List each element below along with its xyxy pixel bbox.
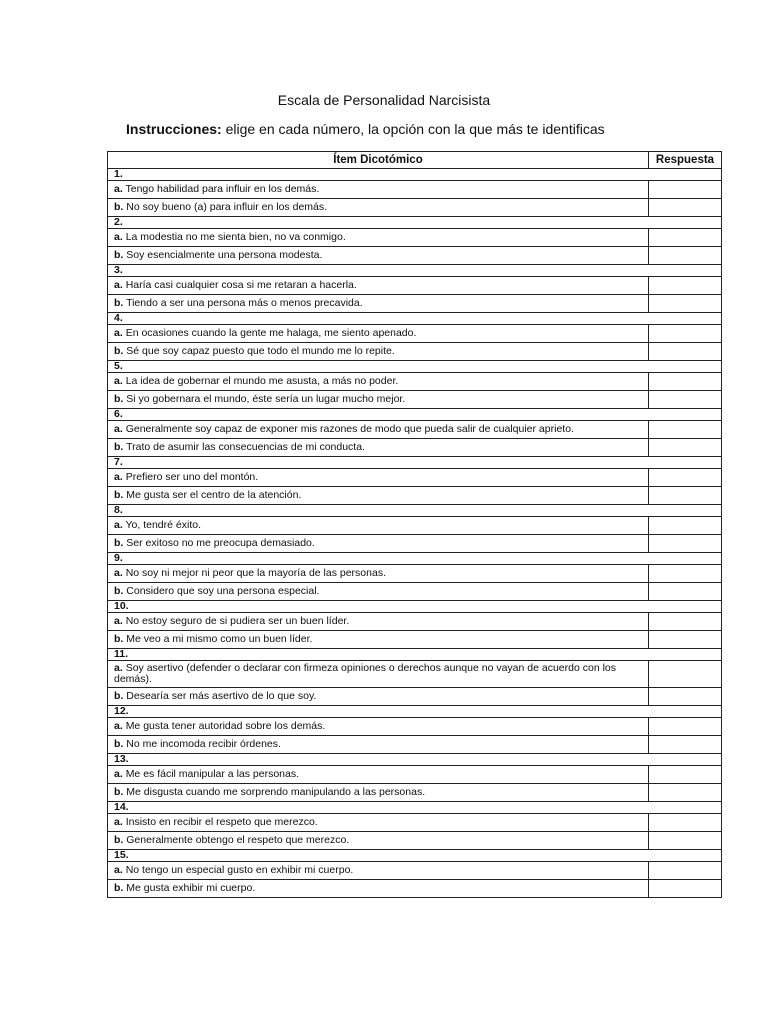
item-number: 9. xyxy=(108,553,722,565)
option-text: Me gusta ser el centro de la atención. xyxy=(126,489,302,501)
option-label: b. xyxy=(114,537,124,549)
item-number-row xyxy=(108,457,722,469)
option-row xyxy=(108,439,722,457)
option-text: Ser exitoso no me preocupa demasiado. xyxy=(126,537,315,549)
option-label: b. xyxy=(114,882,124,894)
option-label: a. xyxy=(114,816,123,828)
option-row xyxy=(108,343,722,361)
option-label: b. xyxy=(114,489,124,501)
option-text: No tengo un especial gusto en exhibir mi cuerpo. xyxy=(125,864,354,876)
item-number-row xyxy=(108,706,722,718)
response-cell[interactable] xyxy=(649,325,722,343)
option-row xyxy=(108,535,722,553)
page-title: Escala de Personalidad Narcisista xyxy=(277,92,491,108)
option-text: Me veo a mi mismo como un buen líder. xyxy=(126,633,313,645)
option-b-text xyxy=(108,631,649,649)
response-cell[interactable] xyxy=(649,517,722,535)
option-label: a. xyxy=(114,231,123,243)
item-number-row xyxy=(108,553,722,565)
option-text: La idea de gobernar el mundo me asusta, a más no poder. xyxy=(125,375,399,387)
option-row xyxy=(108,517,722,535)
option-text: Soy asertivo (defender o declarar con firmeza opiniones o derechos aunque no vayan de acuerdo con los demás). xyxy=(114,662,616,685)
response-cell[interactable] xyxy=(649,487,722,505)
response-cell[interactable] xyxy=(649,784,722,802)
option-a-text xyxy=(108,325,649,343)
option-label: a. xyxy=(114,183,123,195)
option-b-text xyxy=(108,199,649,217)
option-a-text xyxy=(108,862,649,880)
option-a-text xyxy=(108,517,649,535)
option-text: Me es fácil manipular a las personas. xyxy=(125,768,300,780)
option-a-text xyxy=(108,469,649,487)
option-text: Me disgusta cuando me sorprendo manipulando a las personas. xyxy=(126,786,426,798)
option-row xyxy=(108,391,722,409)
option-label: b. xyxy=(114,297,124,309)
option-row xyxy=(108,199,722,217)
instructions xyxy=(126,121,605,137)
response-cell[interactable] xyxy=(649,469,722,487)
item-number: 2. xyxy=(108,217,722,229)
option-a-text xyxy=(108,565,649,583)
option-row xyxy=(108,583,722,601)
item-number-row xyxy=(108,601,722,613)
item-number-row xyxy=(108,169,722,181)
option-row xyxy=(108,487,722,505)
option-a-text xyxy=(108,613,649,631)
option-b-text xyxy=(108,784,649,802)
option-text: Prefiero ser uno del montón. xyxy=(125,471,259,483)
option-text: Tengo habilidad para influir en los demás. xyxy=(125,183,320,195)
response-cell[interactable] xyxy=(649,199,722,217)
option-b-text xyxy=(108,439,649,457)
item-number-row xyxy=(108,850,722,862)
option-row xyxy=(108,229,722,247)
option-text: Me gusta tener autoridad sobre los demás. xyxy=(125,720,326,732)
option-label: b. xyxy=(114,690,124,702)
option-a-text xyxy=(108,373,649,391)
option-label: b. xyxy=(114,585,124,597)
option-text: Generalmente obtengo el respeto que merezco. xyxy=(126,834,350,846)
item-number-row xyxy=(108,649,722,661)
option-a-text xyxy=(108,277,649,295)
item-number: 12. xyxy=(108,706,722,718)
option-label: a. xyxy=(114,519,123,531)
option-text: No soy bueno (a) para influir en los demás. xyxy=(126,201,328,213)
instructions-text: elige en cada número, la opción con la que más te identificas xyxy=(221,121,605,137)
item-number: 10. xyxy=(108,601,722,613)
item-number: 6. xyxy=(108,409,722,421)
item-number-row xyxy=(108,505,722,517)
response-cell[interactable] xyxy=(649,880,722,898)
item-number: 14. xyxy=(108,802,722,814)
option-label: b. xyxy=(114,345,124,357)
option-text: Tiendo a ser una persona más o menos precavida. xyxy=(126,297,363,309)
option-a-text xyxy=(108,181,649,199)
option-row xyxy=(108,373,722,391)
item-number-row xyxy=(108,361,722,373)
option-label: a. xyxy=(114,423,123,435)
item-number: 7. xyxy=(108,457,722,469)
option-label: a. xyxy=(114,864,123,876)
option-text: Generalmente soy capaz de exponer mis razones de modo que pueda salir de cualquier aprieto. xyxy=(125,423,574,435)
option-label: b. xyxy=(114,249,124,261)
item-number-row xyxy=(108,313,722,325)
option-row xyxy=(108,631,722,649)
response-cell[interactable] xyxy=(649,439,722,457)
item-number: 3. xyxy=(108,265,722,277)
option-label: b. xyxy=(114,786,124,798)
option-b-text xyxy=(108,736,649,754)
option-label: b. xyxy=(114,738,124,750)
item-number-row xyxy=(108,754,722,766)
response-cell[interactable] xyxy=(649,661,722,688)
option-row xyxy=(108,736,722,754)
option-text: Soy esencialmente una persona modesta. xyxy=(126,249,323,261)
response-cell[interactable] xyxy=(649,535,722,553)
option-row xyxy=(108,247,722,265)
instructions-label: Instrucciones: xyxy=(126,121,222,137)
option-label: a. xyxy=(114,471,123,483)
option-text: En ocasiones cuando la gente me halaga, me siento apenado. xyxy=(125,327,417,339)
response-cell[interactable] xyxy=(649,277,722,295)
option-row xyxy=(108,469,722,487)
item-number: 8. xyxy=(108,505,722,517)
table-header-row xyxy=(108,152,722,169)
option-text: Sé que soy capaz puesto que todo el mundo me lo repite. xyxy=(126,345,395,357)
option-row xyxy=(108,814,722,832)
response-cell[interactable] xyxy=(649,583,722,601)
option-label: b. xyxy=(114,201,124,213)
response-cell[interactable] xyxy=(649,247,722,265)
option-row xyxy=(108,295,722,313)
option-b-text xyxy=(108,535,649,553)
response-cell[interactable] xyxy=(649,373,722,391)
option-row xyxy=(108,613,722,631)
option-label: a. xyxy=(114,375,123,387)
option-a-text xyxy=(108,661,649,688)
response-cell[interactable] xyxy=(649,688,722,706)
response-cell[interactable] xyxy=(649,814,722,832)
option-a-text xyxy=(108,814,649,832)
option-label: a. xyxy=(114,615,123,627)
option-row xyxy=(108,325,722,343)
option-a-text xyxy=(108,766,649,784)
item-number-row xyxy=(108,802,722,814)
option-label: a. xyxy=(114,567,123,579)
response-cell[interactable] xyxy=(649,343,722,361)
response-cell[interactable] xyxy=(649,295,722,313)
option-b-text xyxy=(108,832,649,850)
option-label: b. xyxy=(114,441,124,453)
option-label: a. xyxy=(114,662,123,674)
option-text: No me incomoda recibir órdenes. xyxy=(126,738,281,750)
response-cell[interactable] xyxy=(649,229,722,247)
item-number: 4. xyxy=(108,313,722,325)
option-text: No estoy seguro de si pudiera ser un buen líder. xyxy=(125,615,350,627)
option-label: a. xyxy=(114,768,123,780)
header-response: Respuesta xyxy=(649,152,722,169)
option-text: Haría casi cualquier cosa si me retaran a hacerla. xyxy=(125,279,357,291)
option-row xyxy=(108,277,722,295)
option-b-text xyxy=(108,487,649,505)
option-label: a. xyxy=(114,327,123,339)
option-b-text xyxy=(108,391,649,409)
option-row xyxy=(108,832,722,850)
items-body xyxy=(108,169,722,898)
response-cell[interactable] xyxy=(649,565,722,583)
option-label: a. xyxy=(114,279,123,291)
option-row xyxy=(108,421,722,439)
item-number: 15. xyxy=(108,850,722,862)
option-text: Yo, tendré éxito. xyxy=(125,519,201,531)
option-a-text xyxy=(108,229,649,247)
option-label: a. xyxy=(114,720,123,732)
option-a-text xyxy=(108,421,649,439)
option-row xyxy=(108,784,722,802)
option-text: Considero que soy una persona especial. xyxy=(126,585,320,597)
header-item: Ítem Dicotómico xyxy=(108,152,649,169)
response-cell[interactable] xyxy=(649,766,722,784)
response-cell[interactable] xyxy=(649,736,722,754)
option-text: Insisto en recibir el respeto que merezco. xyxy=(125,816,318,828)
option-text: Trato de asumir las consecuencias de mi conducta. xyxy=(126,441,365,453)
item-number: 1. xyxy=(108,169,722,181)
option-row xyxy=(108,862,722,880)
response-cell[interactable] xyxy=(649,862,722,880)
option-b-text xyxy=(108,343,649,361)
response-cell[interactable] xyxy=(649,613,722,631)
option-row xyxy=(108,688,722,706)
option-b-text xyxy=(108,583,649,601)
response-cell[interactable] xyxy=(649,832,722,850)
item-number-row xyxy=(108,265,722,277)
option-a-text xyxy=(108,718,649,736)
option-row xyxy=(108,661,722,688)
option-b-text xyxy=(108,295,649,313)
option-row xyxy=(108,880,722,898)
response-cell[interactable] xyxy=(649,631,722,649)
item-number: 13. xyxy=(108,754,722,766)
response-cell[interactable] xyxy=(649,391,722,409)
item-number: 11. xyxy=(108,649,722,661)
response-cell[interactable] xyxy=(649,718,722,736)
option-text: Desearía ser más asertivo de lo que soy. xyxy=(126,690,317,702)
option-row xyxy=(108,181,722,199)
response-cell[interactable] xyxy=(649,181,722,199)
option-b-text xyxy=(108,880,649,898)
option-row xyxy=(108,565,722,583)
option-b-text xyxy=(108,688,649,706)
option-label: b. xyxy=(114,633,124,645)
item-number: 5. xyxy=(108,361,722,373)
option-text: Me gusta exhibir mi cuerpo. xyxy=(126,882,256,894)
response-cell[interactable] xyxy=(649,421,722,439)
option-label: b. xyxy=(114,834,124,846)
item-number-row xyxy=(108,217,722,229)
item-number-row xyxy=(108,409,722,421)
option-b-text xyxy=(108,247,649,265)
option-row xyxy=(108,766,722,784)
items-table xyxy=(107,151,722,898)
option-text: No soy ni mejor ni peor que la mayoría de las personas. xyxy=(125,567,386,579)
option-text: Si yo gobernara el mundo, éste sería un lugar mucho mejor. xyxy=(126,393,406,405)
option-text: La modestia no me sienta bien, no va conmigo. xyxy=(125,231,346,243)
option-label: b. xyxy=(114,393,124,405)
option-row xyxy=(108,718,722,736)
